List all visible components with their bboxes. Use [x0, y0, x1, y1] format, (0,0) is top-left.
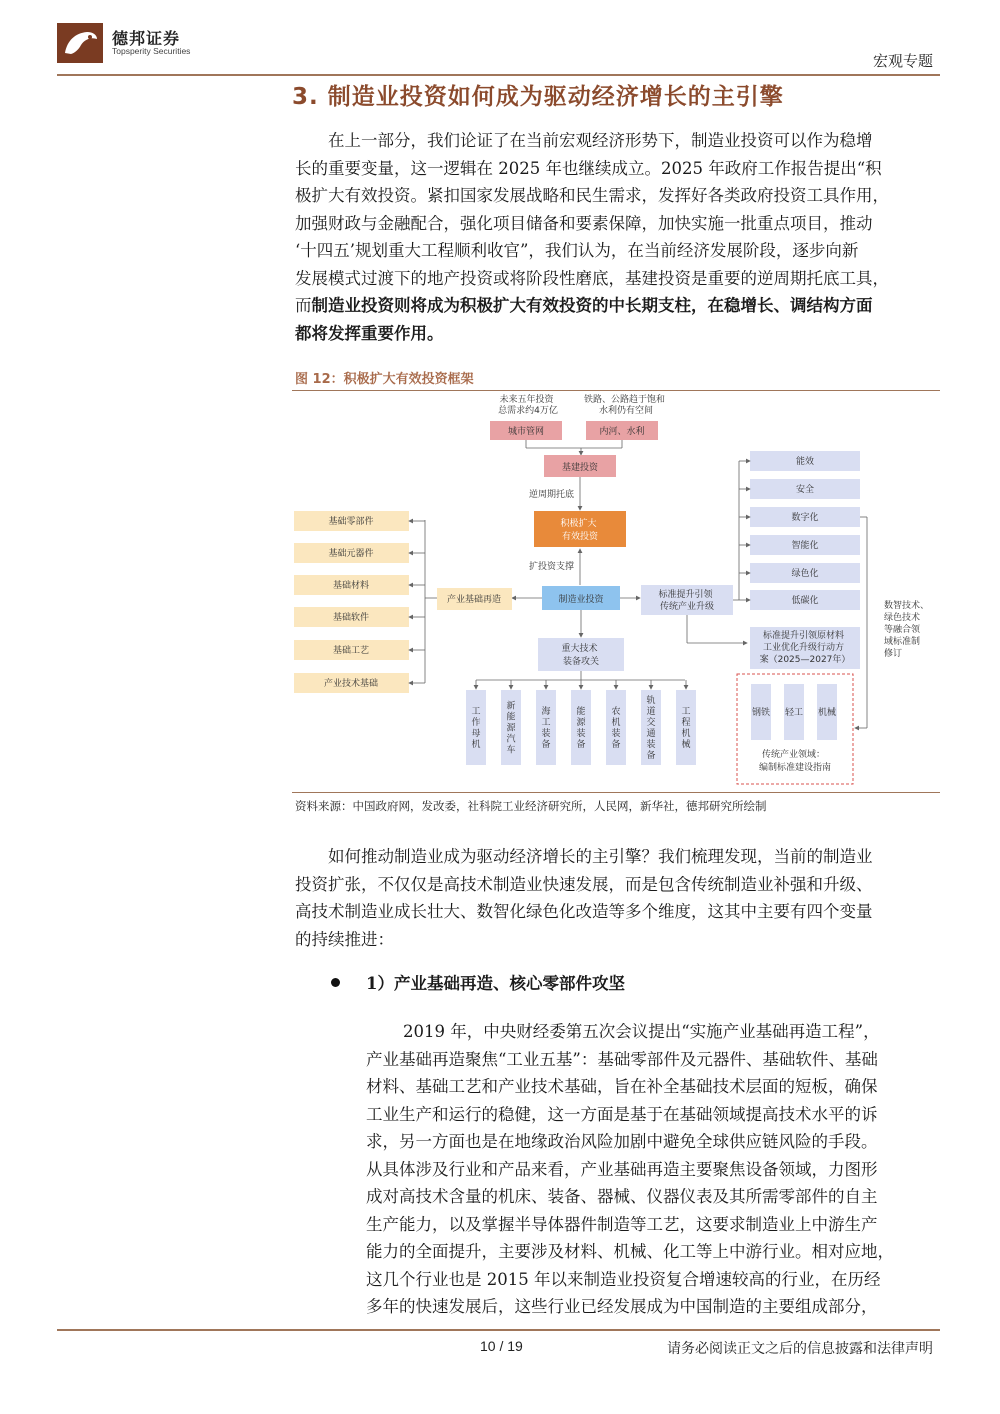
- equipment-item-label: 农机装备: [611, 707, 621, 750]
- paragraph-line: 成对高技术含量的机床、装备、器械、仪器仪表及其所需零部件的自主: [366, 1187, 878, 1206]
- paragraph-line: 多年的快速发展后，这些行业已经发展成为中国制造的主要组成部分，: [366, 1297, 878, 1316]
- paragraph-line: 2019 年，中央财经委第五次会议提出“实施产业基础再造工程”，: [403, 1022, 880, 1041]
- page-number: 10 / 19: [480, 1338, 523, 1354]
- side-note: 数智技术、 绿色技术 等融合领 域标准制 修订: [884, 601, 930, 659]
- right-item: 低碳化: [791, 596, 819, 606]
- left-item: 基础软件: [332, 613, 370, 623]
- left-item: 基础材料: [332, 581, 370, 591]
- equipment-item-label: 轨道交通装备: [646, 696, 656, 761]
- equipment-item-label: 工程机械: [681, 707, 691, 750]
- paragraph-line: 工业生产和运行的稳健，这一方面是基于在基础领域提高技术水平的诉: [366, 1104, 878, 1124]
- logo-emblem-icon: [57, 23, 103, 63]
- industrial-base-paragraph: [366, 1018, 940, 1321]
- major-tech-label: 重大技术 装备攻关: [561, 644, 600, 667]
- note-railway-water: 铁路、公路趋于饱和 水利仍有空间: [584, 395, 666, 416]
- highlight-text: 制造业投资则将成为积极扩大有效投资的中长期支柱，在稳增长、调结构方面: [311, 296, 873, 315]
- infrastructure-investment-label: 基建投资: [561, 463, 599, 473]
- legal-disclaimer: 请务必阅读正文之后的信息披露和法律声明: [667, 1341, 933, 1357]
- paragraph-line: 生产能力，以及掌握半导体器件制造等工艺，这要求制造业上中游生产: [366, 1214, 878, 1234]
- expand-investment-label: 积极扩大 有效投资: [560, 519, 599, 542]
- figure-title: 图 12：积极扩大有效投资框架: [295, 372, 474, 387]
- note-investment-demand: 未来五年投资 总需求约4万亿: [498, 395, 558, 416]
- right-item: 数字化: [791, 513, 819, 523]
- intro-paragraph: [295, 127, 940, 347]
- urban-pipe-label: 城市管网: [507, 427, 545, 437]
- left-items-group: [294, 511, 425, 693]
- right-item: 安全: [795, 485, 815, 495]
- figure-bottom-rule: [292, 792, 940, 793]
- right-item: 能效: [795, 457, 815, 467]
- company-logo: [57, 23, 103, 63]
- right-item: 智能化: [791, 541, 819, 551]
- figure-source: 资料来源：中国政府网，发改委，社科院工业经济研究所，人民网，新华社，德邦研究所绘制: [295, 799, 767, 813]
- left-item: 基础工艺: [332, 646, 370, 656]
- paragraph-line: 发展模式过渡下的地产投资或将阶段性磨底，基建投资是重要的逆周期托底工具，: [295, 268, 889, 288]
- paragraph-line: 能力的全面提升，主要涉及材料、机械、化工等上中游行业。相对应地，: [366, 1242, 894, 1261]
- paragraph-line: ‘十四五’规划重大工程顺利收官”，我们认为，在当前经济发展阶段，逐步向新: [295, 241, 859, 260]
- equipment-item-label: 海工装备: [541, 707, 551, 750]
- equipment-items-group: [466, 680, 696, 765]
- traditional-item: 轻工: [784, 708, 804, 718]
- right-item: 绿色化: [791, 569, 819, 579]
- expand-support-label: 扩投资支撑: [528, 562, 574, 572]
- standards-upgrade-label: 标准提升引领 传统产业升级: [658, 590, 715, 612]
- paragraph-text: 而: [295, 296, 312, 315]
- traditional-item: 钢铁: [751, 708, 771, 718]
- paragraph-line: 这几个行业也是 2015 年以来制造业投资复合增速较高的行业，在历经: [366, 1269, 881, 1289]
- footer-divider: [57, 1329, 940, 1331]
- report-category: 宏观专题: [872, 52, 933, 70]
- equipment-item-label: 工作母机: [471, 707, 481, 750]
- equipment-item-label: 新能源汽车: [506, 701, 516, 756]
- left-item: 产业技术基础: [323, 679, 379, 689]
- paragraph-line: 产业基础再造聚焦“工业五基”：基础零部件及元器件、基础软件、基础: [366, 1049, 878, 1069]
- bullet-point-icon: [331, 978, 340, 987]
- header-divider: [57, 74, 940, 76]
- bullet-heading: 1）产业基础再造、核心零部件攻坚: [366, 974, 625, 993]
- figure-top-rule: [292, 390, 940, 391]
- paragraph-line: 高技术制造业成长壮大、数智化绿色化改造等多个维度，这其中主要有四个变量: [295, 902, 873, 921]
- river-water-label: 内河、水利: [599, 427, 645, 437]
- analysis-paragraph: [295, 843, 940, 953]
- traditional-caption: 传统产业领域： 编制标准建设指南: [758, 750, 832, 773]
- left-item: 基础零部件: [328, 517, 374, 527]
- paragraph-line: 从具体涉及行业和产品来看，产业基础再造主要聚焦设备领域，力图形: [366, 1159, 878, 1179]
- paragraph-line: 如何推动制造业成为驱动经济增长的主引擎？我们梳理发现，当前的制造业: [328, 847, 873, 866]
- paragraph-line: [295, 292, 940, 320]
- manufacturing-investment-label: 制造业投资: [558, 595, 604, 605]
- paragraph-line: 材料、基础工艺和产业技术基础，旨在补全基础技术层面的短板，确保: [366, 1077, 878, 1096]
- industrial-base-label: 产业基础再造: [446, 595, 502, 605]
- brand-name-cn: 德邦证券: [112, 29, 181, 48]
- left-item: 基础元器件: [328, 549, 374, 559]
- paragraph-line: 求，另一方面也是在地缘政治风险加剧中避免全球供应链风险的手段。: [366, 1132, 878, 1151]
- investment-framework-diagram: [292, 393, 940, 793]
- section-title: 3. 制造业投资如何成为驱动经济增长的主引擎: [292, 84, 784, 110]
- paragraph-line: 加强财政与金融配合，强化项目储备和要素保障，加快实施一批重点项目，推动: [295, 213, 873, 233]
- equipment-item-label: 能源装备: [576, 707, 586, 750]
- paragraph-line: 的持续推进：: [295, 929, 394, 949]
- highlight-text: 都将发挥重要作用。: [295, 323, 444, 343]
- traditional-item: 机械: [817, 708, 837, 718]
- paragraph-line: 在上一部分，我们论证了在当前宏观经济形势下，制造业投资可以作为稳增: [328, 131, 873, 150]
- brand-name-en: Topsperity Securities: [112, 46, 191, 56]
- action-plan-label: 标准提升引领原材料 工业优化升级行动方 案（2025—2027年）: [759, 631, 851, 665]
- paragraph-line: 投资扩张，不仅仅是高技术制造业快速发展，而是包含传统制造业补强和升级、: [295, 874, 873, 894]
- counter-cycle-label: 逆周期托底: [528, 490, 574, 500]
- paragraph-line: 长的重要变量，这一逻辑在 2025 年也继续成立。2025 年政府工作报告提出“积: [295, 158, 882, 178]
- paragraph-line: 极扩大有效投资。紧扣国家发展战略和民生需求，发挥好各类政府投资工具作用，: [295, 186, 889, 205]
- right-items-group: [739, 451, 860, 610]
